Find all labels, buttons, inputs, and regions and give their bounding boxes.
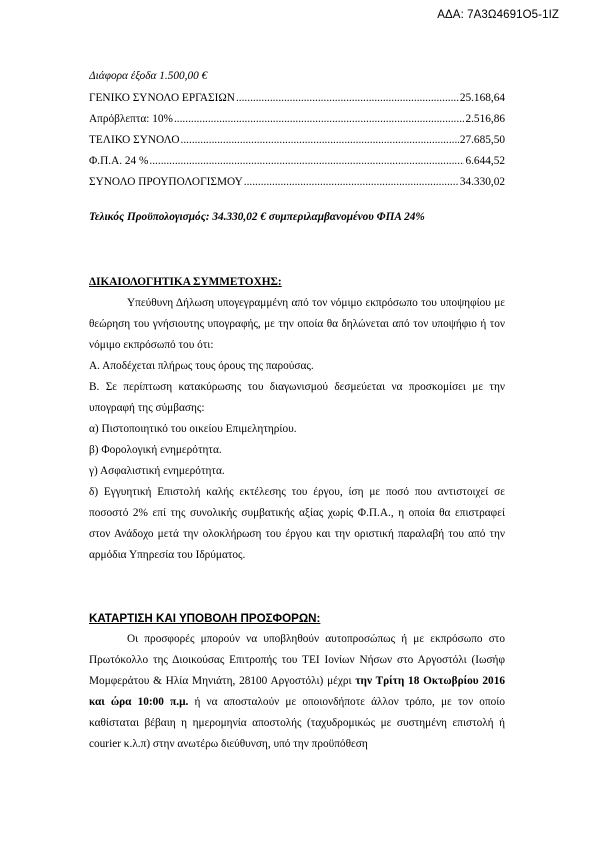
final-budget: Τελικός Προϋπολογισμός: 34.330,02 € συμπεριλαμβανομένου ΦΠΑ 24% (89, 211, 425, 223)
leader-dots (149, 151, 464, 172)
cost-row (89, 172, 505, 193)
list-item: α) Πιστοποιητικό του οικείου Επιμελητηρίου. (89, 423, 297, 435)
offers-text-2: ή να αποσταλούν με οποιονδήποτε άλλον τρόπο, με τον οποίο καθίσταται βέβαιη η ημερομηνία αποστολής (ταχυδρομικώς με συστημένη επιστολή ή courier κ.λ.π) στην ανωτέρω διεύθυνση, υπό την προϋπόθεση (89, 696, 505, 750)
offers-heading: ΚΑΤΑΡΤΙΣΗ ΚΑΙ ΥΠΟΒΟΛΗ ΠΡΟΣΦΟΡΩΝ: (89, 612, 321, 625)
cost-label: ΓΕΝΙΚΟ ΣΥΝΟΛΟ ΕΡΓΑΣΙΩΝ (89, 92, 235, 104)
cost-table (89, 88, 505, 193)
ada-code: ΑΔΑ: 7Α3Ω4691Ο5-1ΙΖ (437, 9, 559, 21)
cost-row (89, 109, 505, 130)
page-content (89, 66, 505, 755)
leader-dots (174, 109, 465, 130)
clause-a: Α. Αποδέχεται πλήρως τους όρους της παρούσας. (89, 360, 314, 372)
misc-expenses: Διάφορα έξοδα 1.500,00 € (89, 70, 208, 82)
clause-d: δ) Εγγυητική Επιστολή καλής εκτέλεσης του έργου, ίση με ποσό που αντιστοιχεί σε ποσοστό 2% επί της συνολικής συμβατικής αξίας χωρίς Φ.Π.Α., η οποία θα επιστραφεί στον Ανάδοχο μετά την ολοκλήρωση του έργου και την οριστική παραλαβή του από την αρμόδια Υπηρεσία του Ιδρύματος. (89, 486, 505, 561)
cost-label: ΤΕΛΙΚΟ ΣΥΝΟΛΟ (89, 134, 180, 146)
cost-label: ΣΥΝΟΛΟ ΠΡΟΥΠΟΛΟΓΙΣΜΟΥ (89, 176, 243, 188)
cost-value: 27.685,50 (459, 134, 505, 146)
participation-heading: ΔΙΚΑΙΟΛΟΓΗΤΙΚΑ ΣΥΜΜΕΤΟΧΗΣ: (89, 276, 282, 288)
offers-paragraph (89, 629, 505, 755)
cost-row (89, 130, 505, 151)
cost-row (89, 151, 505, 172)
offers-text-1: Οι προσφορές μπορούν να υποβληθούν αυτοπροσώπως ή με εκπρόσωπο στο Πρωτόκολλο της Διοικούσας Επιτροπής του ΤΕΙ Ιονίων Νήσων στο Αργοστόλι (Ιωσήφ Μομφεράτου & Ηλία Μηνιάτη, 28100 Αργοστόλι) μέχρι (89, 633, 505, 687)
cost-value: 25.168,64 (459, 92, 505, 104)
cost-value: 34.330,02 (459, 176, 505, 188)
participation-intro: Υπεύθυνη Δήλωση υπογεγραμμένη από τον νόμιμο εκπρόσωπο του υποψηφίου με θεώρηση του γνήσιουτης υπογραφής, με την οποία θα δηλώνεται από τον υποψήφιο ή τον νόμιμο εκπρόσωπό του ότι: (89, 297, 505, 351)
cost-label: Φ.Π.Α. 24 % (89, 155, 149, 167)
offers-deadline: την Τρίτη 18 Οκτωβρίου 2016 και ώρα 10:00 π.μ. (89, 675, 505, 708)
clause-b: Β. Σε περίπτωση κατακύρωσης του διαγωνισμού δεσμεύεται να προσκομίσει με την υπογραφή της σύμβασης: (89, 381, 505, 414)
cost-row (89, 88, 505, 109)
list-item: γ) Ασφαλιστική ενημερότητα. (89, 465, 225, 477)
cost-value: 6.644,52 (465, 155, 505, 167)
list-item: β) Φορολογική ενημερότητα. (89, 444, 222, 456)
leader-dots (181, 130, 459, 151)
leader-dots (236, 88, 459, 109)
cost-label: Απρόβλεπτα: 10% (89, 113, 173, 125)
leader-dots (244, 172, 459, 193)
cost-value: 2.516,86 (465, 113, 505, 125)
